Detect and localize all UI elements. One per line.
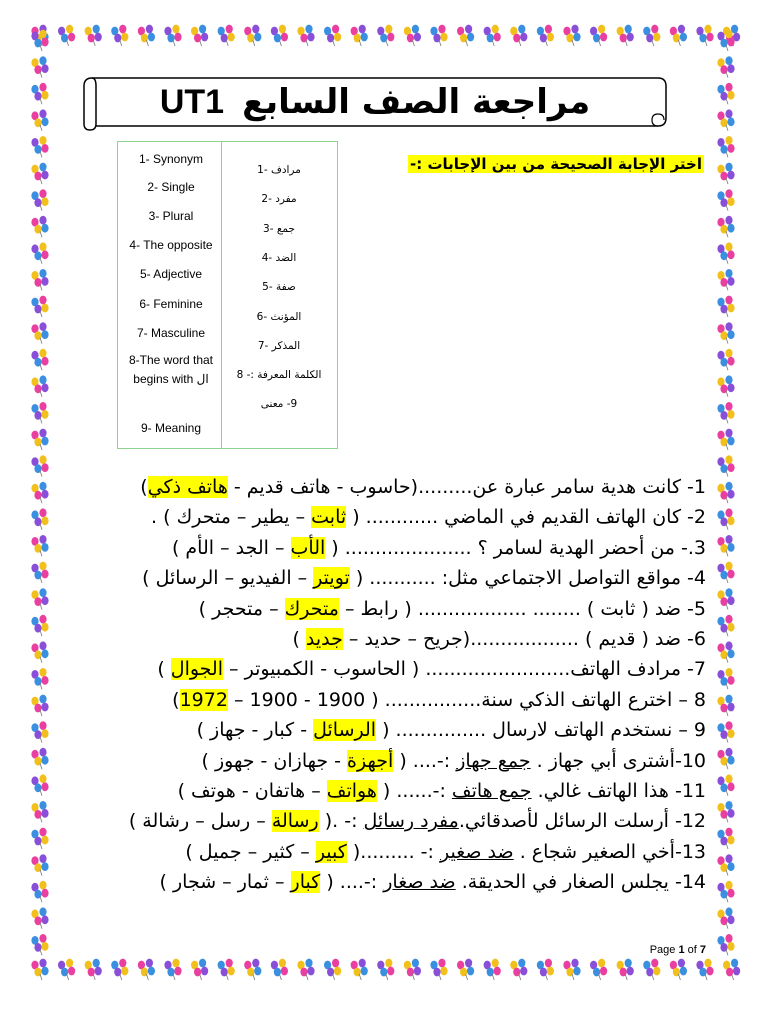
balloon-icon — [510, 25, 527, 46]
balloon-icon — [31, 56, 48, 77]
question-text: – الجد – الأم ) — [171, 536, 291, 559]
top-balloon-border — [0, 22, 768, 52]
balloon-icon — [717, 934, 734, 955]
balloon-icon — [191, 959, 208, 980]
balloon-icon — [31, 242, 48, 263]
glossary-english-term: 8-The word that begins with ال — [128, 353, 214, 386]
question-text: 13-أخي الصغير شجاع . — [513, 840, 706, 863]
question-text: ) — [157, 658, 171, 681]
balloon-icon — [31, 109, 48, 130]
balloon-icon — [138, 959, 155, 980]
balloon-icon — [717, 30, 734, 51]
glossary-arabic-term: مرادف -1 — [257, 164, 301, 176]
balloon-icon — [31, 562, 48, 583]
question-line — [142, 567, 706, 589]
balloon-icon — [717, 641, 734, 662]
question-text: – رسل – رشالة ) — [128, 810, 272, 833]
highlighted-answer: أجهزة — [347, 749, 394, 772]
highlighted-answer: جديد — [305, 628, 343, 650]
balloon-icon — [31, 668, 48, 689]
question-line — [160, 871, 706, 893]
question-text: 11- هذا الهاتف غالي. — [531, 780, 706, 802]
question-text: ) — [172, 688, 180, 711]
balloon-icon — [111, 959, 128, 980]
glossary-english-term: 5- Adjective — [139, 267, 203, 281]
question-line — [172, 689, 706, 711]
question-text: 3.- من أحضر الهدية لسامر ؟ ..................... ( — [325, 536, 706, 559]
balloon-icon — [164, 959, 181, 980]
balloon-icon — [377, 959, 394, 980]
question-line — [151, 506, 706, 528]
balloon-icon — [58, 959, 75, 980]
balloon-icon — [717, 216, 734, 237]
question-text: ) — [140, 476, 148, 498]
balloon-icon — [85, 959, 102, 980]
highlighted-answer: هاتف ذكي — [147, 476, 228, 498]
balloon-icon — [717, 695, 734, 716]
glossary-english-term: 4- The opposite — [129, 238, 213, 252]
underlined-phrase: ضد صغار — [383, 871, 456, 894]
highlighted-answer: 1972 — [179, 688, 228, 711]
balloon-icon — [58, 25, 75, 46]
balloon-icon — [457, 25, 474, 46]
question-text: – الفيديو – الرسائل ) — [142, 567, 314, 590]
question-text: – ثمار – شجار ) — [159, 871, 291, 894]
highlighted-answer: هواتف — [326, 780, 377, 802]
question-text: :-...... ( — [376, 780, 452, 802]
title-text: مراجعة الصف السابع — [242, 82, 591, 122]
balloon-icon — [717, 828, 734, 849]
glossary-box — [117, 141, 338, 449]
balloon-icon — [324, 25, 341, 46]
balloon-icon — [717, 881, 734, 902]
balloon-icon — [31, 296, 48, 317]
question-text: 8 – اخترع الهاتف الذكي سنة................ ( 1900 - 1900 – — [227, 688, 706, 711]
bottom-balloon-border — [0, 956, 768, 986]
balloon-icon — [31, 349, 48, 370]
balloon-icon — [717, 615, 734, 636]
balloon-icon — [717, 269, 734, 290]
unit-code: UT1 — [159, 82, 225, 121]
highlighted-answer: كبار — [290, 871, 321, 894]
balloon-icon — [717, 535, 734, 556]
highlighted-answer: الأب — [290, 536, 326, 559]
question-text: – كثير – جميل ) — [185, 840, 316, 863]
balloon-icon — [31, 322, 48, 343]
question-text: 9 – نستخدم الهاتف لارسال ............... ( — [376, 719, 706, 742]
question-text: ) — [292, 628, 306, 650]
balloon-icon — [138, 25, 155, 46]
balloon-icon — [717, 163, 734, 184]
glossary-arabic-term: صفة -5 — [262, 281, 296, 294]
highlighted-answer: الجوال — [170, 658, 223, 681]
question-line — [172, 537, 706, 559]
balloon-icon — [670, 25, 687, 46]
question-line — [197, 719, 706, 741]
balloon-icon — [563, 959, 580, 980]
balloon-icon — [717, 296, 734, 317]
balloon-icon — [218, 25, 235, 46]
balloon-icon — [643, 25, 660, 46]
balloon-icon — [717, 56, 734, 77]
underlined-phrase: مفرد رسائل — [363, 810, 459, 833]
balloon-icon — [31, 30, 48, 51]
balloon-icon — [164, 25, 181, 46]
balloon-icon — [670, 959, 687, 980]
question-text: :- .........( — [346, 840, 440, 863]
balloon-icon — [717, 668, 734, 689]
balloon-icon — [590, 959, 607, 980]
balloon-icon — [643, 959, 660, 980]
balloon-icon — [717, 774, 734, 795]
balloon-icon — [351, 959, 368, 980]
balloon-icon — [31, 429, 48, 450]
balloon-icon — [31, 828, 48, 849]
balloon-icon — [31, 641, 48, 662]
question-text: - جهازان - جهوز ) — [201, 749, 348, 772]
glossary-arabic-term: المذكر -7 — [257, 339, 301, 352]
balloon-icon — [590, 25, 607, 46]
balloon-icon — [484, 25, 501, 46]
glossary-arabic-term: الكلمة المعرفة :- 8 — [236, 369, 322, 382]
balloon-icon — [31, 455, 48, 476]
balloon-icon — [717, 429, 734, 450]
balloon-icon — [717, 588, 734, 609]
balloon-icon — [717, 375, 734, 396]
balloon-icon — [351, 25, 368, 46]
balloon-icon — [717, 508, 734, 529]
balloon-icon — [457, 959, 474, 980]
question-line — [140, 476, 706, 498]
underlined-phrase: جمع هاتف — [451, 780, 532, 802]
question-text: – هاتفان - هوتف ) — [177, 780, 327, 802]
balloon-icon — [297, 959, 314, 980]
glossary-arabic-term: 9- معنى — [260, 398, 298, 411]
balloon-icon — [31, 615, 48, 636]
balloon-icon — [717, 455, 734, 476]
glossary-arabic-term: المؤنث -6 — [256, 310, 302, 323]
balloon-icon — [271, 959, 288, 980]
balloon-icon — [717, 109, 734, 130]
left-balloon-border — [26, 0, 56, 1024]
balloon-icon — [111, 25, 128, 46]
balloon-icon — [271, 25, 288, 46]
balloon-icon — [717, 83, 734, 104]
instruction-text: اختر الإجابة الصحيحة من بين الإجابات :- — [410, 155, 702, 173]
balloon-icon — [31, 375, 48, 396]
glossary-english-term: 9- Meaning — [140, 421, 202, 435]
right-balloon-border — [712, 0, 742, 1024]
glossary-english-term: 7- Masculine — [136, 326, 206, 340]
balloon-icon — [31, 748, 48, 769]
question-text: 7- مرادف الهاتف........................ ( الحاسوب - الكمبيوتر – — [223, 658, 706, 681]
glossary-english-term: 2- Single — [147, 180, 195, 194]
glossary-english-term: 6- Feminine — [139, 297, 203, 311]
question-text: 6- ضد ( قديم ) ..................(جريح – حديد – — [342, 628, 706, 650]
balloon-icon — [324, 959, 341, 980]
balloon-icon — [484, 959, 501, 980]
balloon-icon — [31, 934, 48, 955]
balloon-icon — [31, 881, 48, 902]
question-text: :- .( — [318, 810, 364, 833]
question-line — [157, 658, 706, 680]
question-text: - كبار - جهاز ) — [196, 719, 314, 742]
question-line — [292, 628, 706, 650]
balloon-icon — [31, 721, 48, 742]
glossary-arabic-term: مفرد -2 — [261, 193, 297, 206]
balloon-icon — [404, 25, 421, 46]
highlighted-answer: رسالة — [271, 810, 319, 833]
highlighted-answer: تويتر — [313, 567, 350, 590]
glossary-english-term: 1- Synonym — [138, 152, 204, 166]
balloon-icon — [31, 801, 48, 822]
highlighted-answer: كبير — [315, 840, 347, 863]
glossary-arabic-term: الضد -4 — [261, 251, 297, 264]
question-text: – يطير – متحرك ) . — [151, 506, 312, 529]
balloon-icon — [31, 588, 48, 609]
balloon-icon — [31, 854, 48, 875]
balloon-icon — [191, 25, 208, 46]
question-text: 12- أرسلت الرسائل لأصدقائي. — [458, 810, 706, 833]
page-title — [82, 74, 668, 130]
balloon-icon — [85, 25, 102, 46]
question-text: :-.... ( — [393, 749, 457, 772]
balloon-icon — [537, 25, 554, 46]
balloon-icon — [617, 25, 634, 46]
question-line — [185, 841, 706, 863]
question-text: 2- كان الهاتف القديم في الماضي ............ ( — [346, 506, 706, 529]
balloon-icon — [430, 25, 447, 46]
question-text: 1- كانت هدية سامر عبارة عن.........(حاسوب - هاتف قديم - — [227, 476, 706, 498]
question-text: 5- ضد ( ثابت ) ........ .................. ( رابط – — [338, 597, 706, 620]
balloon-icon — [31, 189, 48, 210]
balloon-icon — [717, 907, 734, 928]
question-line — [178, 780, 706, 802]
balloon-icon — [717, 242, 734, 263]
balloon-icon — [717, 801, 734, 822]
balloon-icon — [31, 695, 48, 716]
highlighted-answer: ثابت — [311, 506, 347, 529]
balloon-icon — [31, 508, 48, 529]
glossary-divider — [221, 142, 222, 448]
balloon-icon — [717, 482, 734, 503]
balloon-icon — [717, 349, 734, 370]
underlined-phrase: ضد صغير — [439, 840, 514, 863]
balloon-icon — [31, 774, 48, 795]
balloon-icon — [430, 959, 447, 980]
question-text: :-.... ( — [320, 871, 384, 894]
balloon-icon — [31, 269, 48, 290]
question-text: 14- يجلس الصغار في الحديقة. — [455, 871, 706, 894]
balloon-icon — [31, 163, 48, 184]
page-number: Page 1 of 7 — [649, 944, 706, 956]
balloon-icon — [717, 748, 734, 769]
balloon-icon — [617, 959, 634, 980]
balloon-icon — [717, 402, 734, 423]
question-line — [129, 810, 706, 832]
balloon-icon — [31, 535, 48, 556]
balloon-icon — [31, 402, 48, 423]
glossary-english-term: 3- Plural — [148, 209, 194, 223]
balloon-icon — [377, 25, 394, 46]
highlighted-answer: متحرك — [284, 597, 339, 620]
balloon-icon — [404, 959, 421, 980]
balloon-icon — [31, 83, 48, 104]
question-line — [199, 598, 706, 620]
balloon-icon — [717, 322, 734, 343]
question-text: 4- مواقع التواصل الاجتماعي مثل: ........... ( — [349, 567, 706, 590]
highlighted-answer: الرسائل — [313, 719, 377, 742]
balloon-icon — [717, 562, 734, 583]
balloon-icon — [717, 721, 734, 742]
balloon-icon — [244, 959, 261, 980]
balloon-icon — [563, 25, 580, 46]
balloon-icon — [31, 216, 48, 237]
question-text: 10-أشترى أبي جهاز . — [530, 749, 706, 772]
balloon-icon — [244, 25, 261, 46]
balloon-icon — [31, 482, 48, 503]
balloon-icon — [31, 136, 48, 157]
balloon-icon — [218, 959, 235, 980]
balloon-icon — [717, 189, 734, 210]
question-text: – متحجر ) — [198, 597, 285, 620]
underlined-phrase: جمع جهاز — [456, 749, 531, 772]
question-line — [202, 750, 706, 772]
balloon-icon — [510, 959, 527, 980]
balloon-icon — [717, 854, 734, 875]
balloon-icon — [537, 959, 554, 980]
balloon-icon — [31, 907, 48, 928]
balloon-icon — [717, 136, 734, 157]
glossary-arabic-term: جمع -3 — [263, 222, 295, 235]
balloon-icon — [297, 25, 314, 46]
